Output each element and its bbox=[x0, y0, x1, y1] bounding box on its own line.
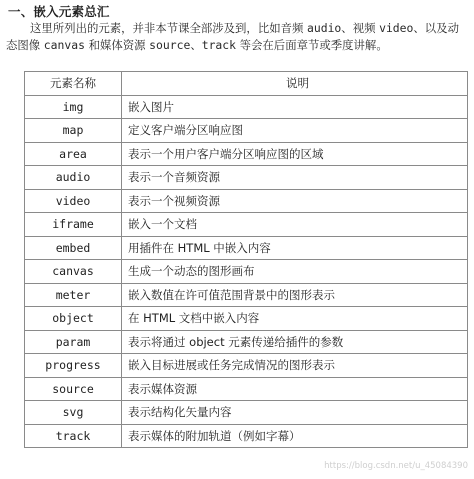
paragraph-code-audio: audio bbox=[307, 21, 342, 35]
cell-element: progress bbox=[25, 354, 122, 378]
cell-element: img bbox=[25, 95, 122, 119]
cell-description: 定义客户端分区响应图 bbox=[122, 119, 468, 143]
elements-table bbox=[24, 71, 468, 448]
cell-description: 用插件在 HTML 中嵌入内容 bbox=[122, 236, 468, 260]
cell-element: map bbox=[25, 119, 122, 143]
table-row bbox=[25, 330, 468, 354]
cell-element: area bbox=[25, 142, 122, 166]
table-row bbox=[25, 142, 468, 166]
table-row bbox=[25, 283, 468, 307]
cell-element: embed bbox=[25, 236, 122, 260]
table-row bbox=[25, 424, 468, 448]
table-row bbox=[25, 236, 468, 260]
cell-description: 在 HTML 文档中嵌入内容 bbox=[122, 307, 468, 331]
header-description: 说明 bbox=[122, 72, 468, 96]
cell-description: 表示一个音频资源 bbox=[122, 166, 468, 190]
table-row bbox=[25, 95, 468, 119]
cell-description: 嵌入数值在许可值范围背景中的图形表示 bbox=[122, 283, 468, 307]
table-row bbox=[25, 189, 468, 213]
cell-element: track bbox=[25, 424, 122, 448]
cell-element: canvas bbox=[25, 260, 122, 284]
cell-description: 嵌入图片 bbox=[122, 95, 468, 119]
paragraph-code-source: source bbox=[149, 38, 191, 52]
cell-element: svg bbox=[25, 401, 122, 425]
cell-description: 嵌入目标进展或任务完成情况的图形表示 bbox=[122, 354, 468, 378]
table-row bbox=[25, 377, 468, 401]
intro-paragraph bbox=[6, 20, 470, 54]
cell-description: 表示媒体资源 bbox=[122, 377, 468, 401]
cell-description: 嵌入一个文档 bbox=[122, 213, 468, 237]
paragraph-code-canvas: canvas bbox=[43, 38, 85, 52]
paragraph-code-track: track bbox=[201, 38, 237, 52]
cell-element: meter bbox=[25, 283, 122, 307]
cell-element: param bbox=[25, 330, 122, 354]
cell-description: 表示媒体的附加轨道（例如字幕） bbox=[122, 424, 468, 448]
table-row bbox=[25, 166, 468, 190]
cell-description: 表示一个用户客户端分区响应图的区域 bbox=[122, 142, 468, 166]
table-header-row bbox=[25, 72, 468, 96]
section-heading: 一、嵌入元素总汇 bbox=[8, 4, 110, 19]
paragraph-code-video: video bbox=[379, 21, 414, 35]
header-element-name: 元素名称 bbox=[25, 72, 122, 96]
cell-description: 表示结构化矢量内容 bbox=[122, 401, 468, 425]
paragraph-text: 和媒体资源 bbox=[84, 38, 150, 52]
table-row bbox=[25, 307, 468, 331]
cell-element: video bbox=[25, 189, 122, 213]
paragraph-text: 、视频 bbox=[341, 21, 380, 35]
table-row bbox=[25, 401, 468, 425]
table-row bbox=[25, 119, 468, 143]
cell-description: 表示一个视频资源 bbox=[122, 189, 468, 213]
cell-element: object bbox=[25, 307, 122, 331]
table-row bbox=[25, 354, 468, 378]
cell-description: 表示将通过 object 元素传递给插件的参数 bbox=[122, 330, 468, 354]
table-row bbox=[25, 260, 468, 284]
watermark: https://blog.csdn.net/u_45084390 bbox=[324, 461, 468, 471]
cell-element: source bbox=[25, 377, 122, 401]
table-row bbox=[25, 213, 468, 237]
cell-element: iframe bbox=[25, 213, 122, 237]
cell-description: 生成一个动态的图形画布 bbox=[122, 260, 468, 284]
cell-element: audio bbox=[25, 166, 122, 190]
paragraph-text: 、 bbox=[190, 38, 202, 52]
paragraph-text: 这里所列出的元素，并非本节课全部涉及到，比如音频 bbox=[30, 21, 307, 35]
paragraph-text: 等会在后面章节或季度讲解。 bbox=[236, 38, 388, 52]
paragraph-text: 、以及动态图像 bbox=[6, 21, 459, 52]
